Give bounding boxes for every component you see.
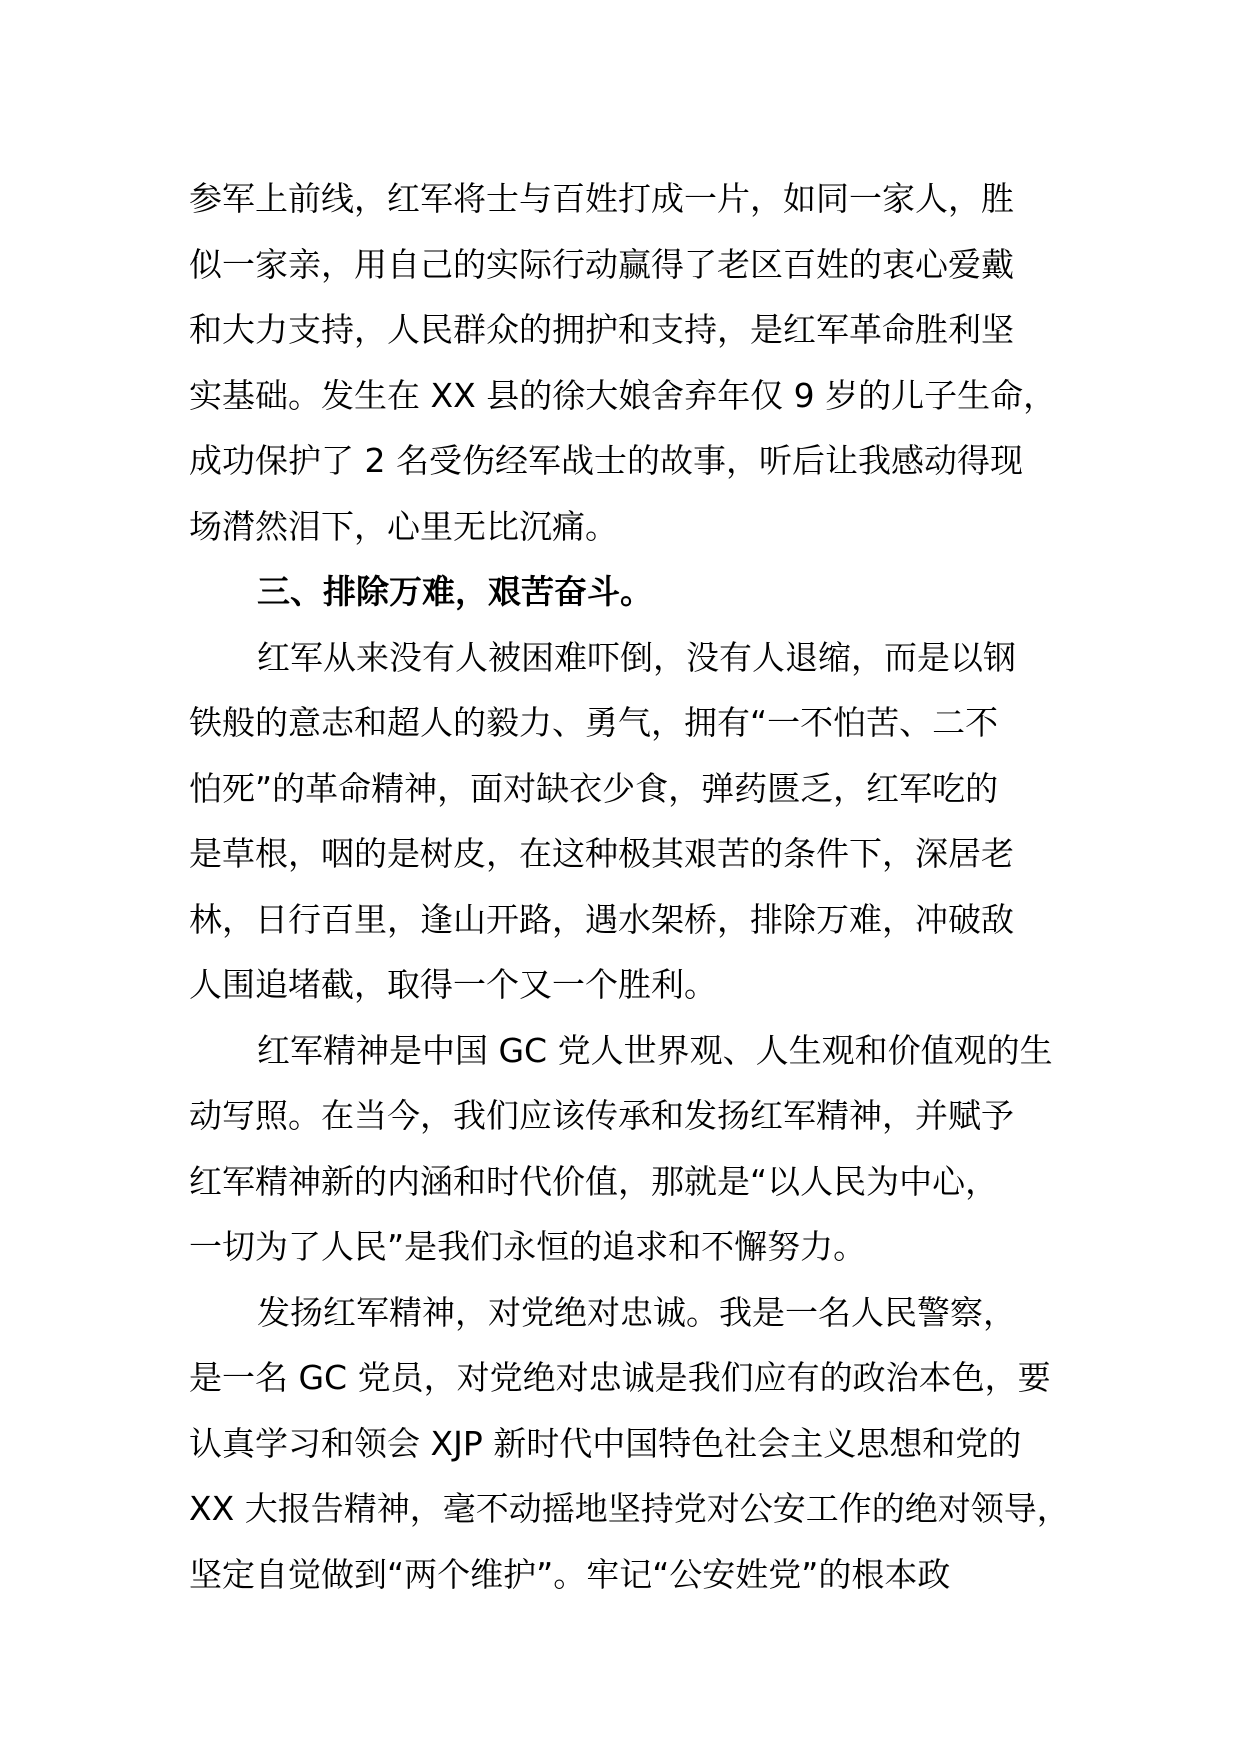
text-line: 坚定自觉做到“两个维护”。牢记“公安姓党”的根本政	[189, 1554, 951, 1594]
text-line: 红军精神是中国 GC 党人世界观、人生观和价值观的生	[257, 1030, 1053, 1070]
text-line: 和大力支持，人民群众的拥护和支持，是红军革命胜利坚	[189, 310, 1014, 349]
text-line: 动写照。在当今，我们应该传承和发扬红军精神，并赋予	[189, 1096, 1014, 1135]
section-heading: 三、排除万难，艰苦奋斗。	[257, 572, 653, 611]
text-line: 是草根，咽的是树皮，在这种极其艰苦的条件下，深居老	[189, 834, 1014, 873]
text-line: 是一名 GC 党员，对党绝对忠诚是我们应有的政治本色，要	[189, 1358, 1051, 1397]
text-line: 实基础。发生在 XX 县的徐大娘舍弃年仅 9 岁的儿子生命，	[189, 375, 1057, 415]
text-line: 成功保护了 2 名受伤经军战士的故事，听后让我感动得现	[189, 441, 1023, 480]
text-line: 发扬红军精神，对党绝对忠诚。我是一名人民警察，	[257, 1292, 1016, 1332]
text-line: 一切为了人民”是我们永恒的追求和不懈努力。	[189, 1227, 867, 1266]
text-line: 参军上前线，红军将士与百姓打成一片，如同一家人，胜	[189, 179, 1014, 218]
text-line: 人围追堵截，取得一个又一个胜利。	[189, 965, 717, 1004]
text-line: 场潸然泪下，心里无比沉痛。	[189, 506, 618, 546]
text-line: 似一家亲，用自己的实际行动赢得了老区百姓的衷心爱戴	[189, 244, 1014, 284]
text-line: 认真学习和领会 XJP 新时代中国特色社会主义思想和党的	[189, 1423, 1022, 1463]
text-line: 怕死”的革命精神，面对缺衣少食，弹药匮乏，红军吃的	[189, 768, 999, 808]
document-body	[189, 166, 1069, 1607]
text-line: 林，日行百里，逢山开路，遇水架桥，排除万难，冲破敌	[189, 899, 1014, 939]
text-line: 铁般的意志和超人的毅力、勇气，拥有“一不怕苦、二不	[189, 703, 999, 742]
text-line: 红军精神新的内涵和时代价值，那就是“以人民为中心，	[189, 1161, 999, 1201]
text-line: 红军从来没有人被困难吓倒，没有人退缩，而是以钢	[257, 637, 1016, 677]
text-line: XX 大报告精神，毫不动摇地坚持党对公安工作的绝对领导，	[189, 1489, 1070, 1528]
